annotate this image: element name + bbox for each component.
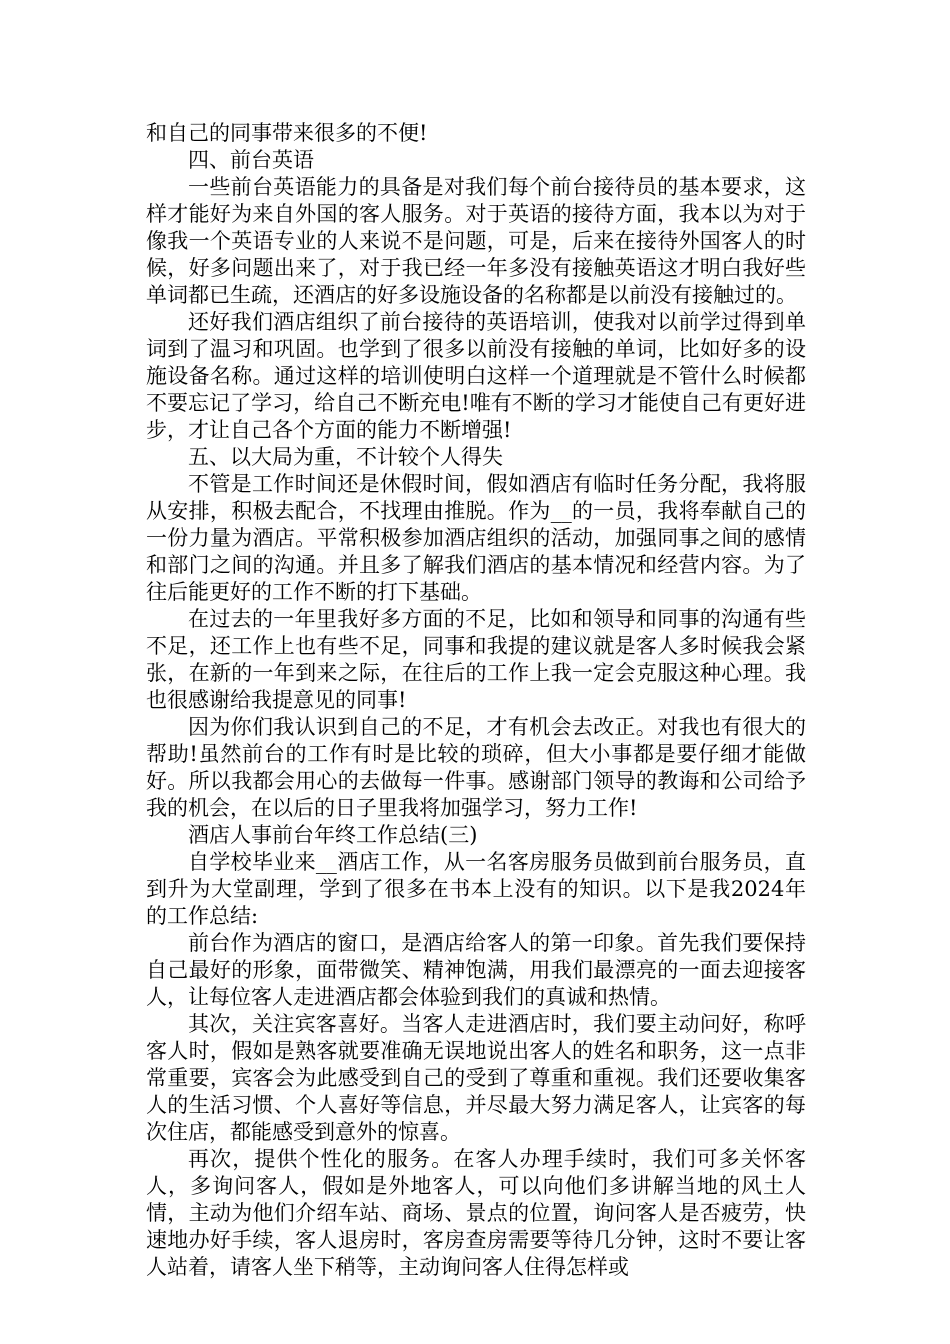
document-page <box>146 120 806 1281</box>
paragraph: 一些前台英语能力的具备是对我们每个前台接待员的基本要求，这样才能好为来自外国的客人服务。对于英语的接待方面，我本以为对于像我一个英语专业的人来说不是问题，可是，后来在接待外国客人的时候，好多问题出来了，对于我已经一年多没有接触英语这才明白我好些单词都已生疏，还酒店的好多设施设备的名称都是以前没有接触过的。 <box>146 175 806 307</box>
section-heading-front-desk-english: 四、前台英语 <box>188 148 314 172</box>
section-heading-big-picture: 五、以大局为重，不计较个人得失 <box>188 445 503 469</box>
paragraph: 前台作为酒店的窗口，是酒店给客人的第一印象。首先我们要保持自己最好的形象，面带微笑、精神饱满，用我们最漂亮的一面去迎接客人，让每位客人走进酒店都会体验到我们的真诚和热情。 <box>146 931 806 1009</box>
paragraph: 其次，关注宾客喜好。当客人走进酒店时，我们要主动问好，称呼客人时，假如是熟客就要准确无误地说出客人的姓名和职务，这一点非常重要，宾客会为此感受到自己的受到了尊重和重视。我们还要收集客人的生活习惯、个人喜好等信息，并尽最大努力满足客人，让宾客的每次住店，都能感受到意外的惊喜。 <box>146 1012 806 1144</box>
paragraph: 还好我们酒店组织了前台接待的英语培训，使我对以前学过得到单词到了温习和巩固。也学到了很多以前没有接触的单词，比如好多的设施设备名称。通过这样的培训使明白这样一个道理就是不管什么时候都不要忘记了学习，给自己不断充电!唯有不断的学习才能使自己有更好进步，才让自己各个方面的能力不断增强! <box>146 310 806 442</box>
section-heading-summary-three: 酒店人事前台年终工作总结(三) <box>188 823 478 847</box>
paragraph: 再次，提供个性化的服务。在客人办理手续时，我们可多关怀客人，多询问客人，假如是外地客人，可以向他们多讲解当地的风土人情，主动为他们介绍车站、商场、景点的位置，询问客人是否疲劳，快速地办好手续，客人退房时，客房查房需要等待几分钟，这时不要让客人站着，请客人坐下稍等，主动询问客人住得怎样或 <box>146 1147 806 1279</box>
paragraph-continuation: 和自己的同事带来很多的不便! <box>146 121 428 145</box>
paragraph: 自学校毕业来__酒店工作，从一名客房服务员做到前台服务员，直到升为大堂副理，学到了很多在书本上没有的知识。以下是我2024年的工作总结: <box>146 850 806 928</box>
paragraph: 因为你们我认识到自己的不足，才有机会去改正。对我也有很大的帮助!虽然前台的工作有时是比较的琐碎，但大小事都是要仔细才能做好。所以我都会用心的去做每一件事。感谢部门领导的教诲和公司给予我的机会，在以后的日子里我将加强学习，努力工作! <box>146 715 806 820</box>
paragraph: 在过去的一年里我好多方面的不足，比如和领导和同事的沟通有些不足，还工作上也有些不足，同事和我提的建议就是客人多时候我会紧张，在新的一年到来之际，在往后的工作上我一定会克服这种心理。我也很感谢给我提意见的同事! <box>146 607 806 712</box>
paragraph: 不管是工作时间还是休假时间，假如酒店有临时任务分配，我将服从安排，积极去配合，不找理由推脱。作为__的一员，我将奉献自己的一份力量为酒店。平常积极参加酒店组织的活动，加强同事之间的感情和部门之间的沟通。并且多了解我们酒店的基本情况和经营内容。为了往后能更好的工作不断的打下基础。 <box>146 472 806 604</box>
